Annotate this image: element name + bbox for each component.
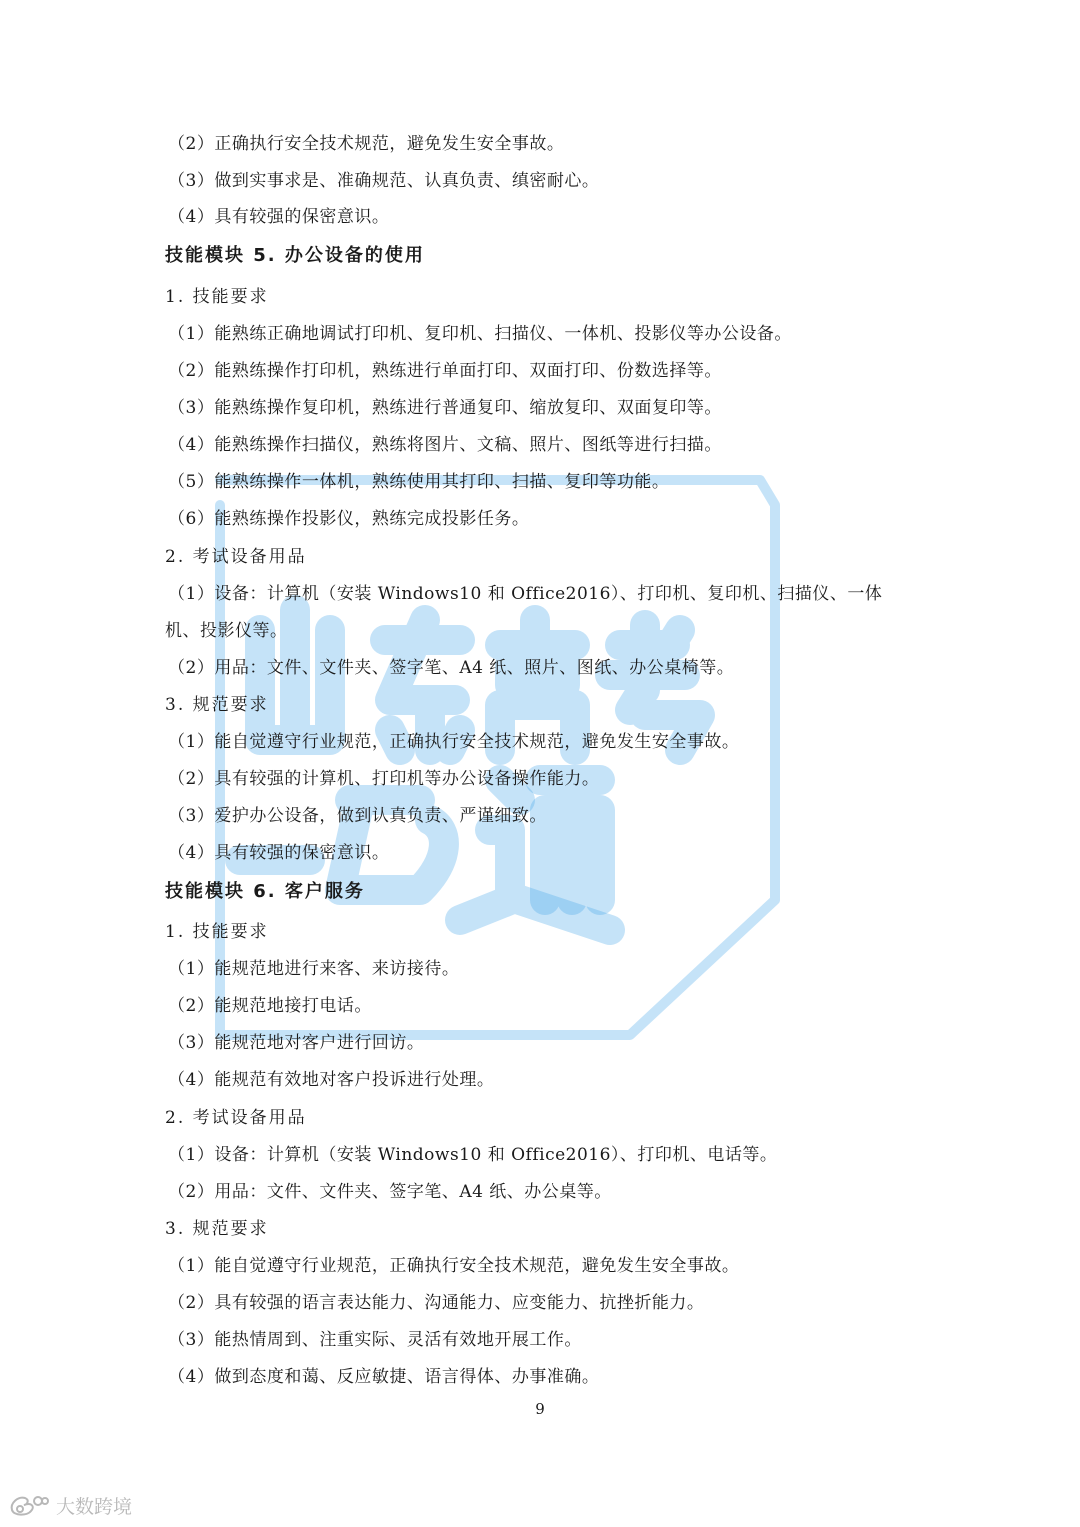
list-item: （2）能熟练操作打印机，熟练进行单面打印、双面打印、份数选择等。 — [168, 361, 722, 381]
subsection-heading: 1. 技能要求 — [165, 287, 269, 307]
weibo-icon — [8, 1492, 50, 1518]
list-item: （2）用品：文件、文件夹、签字笔、A4 纸、照片、图纸、办公桌椅等。 — [168, 658, 735, 678]
list-item: （4）做到态度和蔼、反应敏捷、语言得体、办事准确。 — [168, 1367, 600, 1387]
section-heading: 技能模块 5. 办公设备的使用 — [165, 245, 425, 266]
subsection-heading: 3. 规范要求 — [165, 1219, 269, 1239]
list-item: （1）能规范地进行来客、来访接待。 — [168, 959, 460, 979]
list-item: （4）能规范有效地对客户投诉进行处理。 — [168, 1070, 495, 1090]
list-item: （1）设备：计算机（安装 Windows10 和 Office2016）、打印机、电话等。 — [168, 1145, 778, 1165]
brand-watermark — [8, 1490, 132, 1520]
list-item: （6）能熟练操作投影仪，熟练完成投影任务。 — [168, 509, 530, 529]
list-item: （5）能熟练操作一体机，熟练使用其打印、扫描、复印等功能。 — [168, 472, 670, 492]
list-item: （2）能规范地接打电话。 — [168, 996, 372, 1016]
page-number: 9 — [535, 1400, 545, 1418]
list-item: （2）具有较强的计算机、打印机等办公设备操作能力。 — [168, 769, 600, 789]
subsection-heading: 2. 考试设备用品 — [165, 1108, 307, 1128]
list-item: （4）能熟练操作扫描仪，熟练将图片、文稿、照片、图纸等进行扫描。 — [168, 435, 722, 455]
subsection-heading: 1. 技能要求 — [165, 922, 269, 942]
list-item: （1）设备：计算机（安装 Windows10 和 Office2016）、打印机、复印机、扫描仪、一体 — [168, 584, 883, 604]
list-item: （3）能熟练操作复印机，熟练进行普通复印、缩放复印、双面复印等。 — [168, 398, 722, 418]
list-item: （1）能自觉遵守行业规范，正确执行安全技术规范，避免发生安全事故。 — [168, 1256, 740, 1276]
subsection-heading: 2. 考试设备用品 — [165, 547, 307, 567]
list-item: （3）做到实事求是、准确规范、认真负责、缜密耐心。 — [168, 171, 600, 191]
list-item: （3）能热情周到、注重实际、灵活有效地开展工作。 — [168, 1330, 582, 1350]
list-item: （4）具有较强的保密意识。 — [168, 207, 390, 227]
list-item: （1）能自觉遵守行业规范，正确执行安全技术规范，避免发生安全事故。 — [168, 732, 740, 752]
list-item: （4）具有较强的保密意识。 — [168, 843, 390, 863]
subsection-heading: 3. 规范要求 — [165, 695, 269, 715]
list-item: （2）具有较强的语言表达能力、沟通能力、应变能力、抗挫折能力。 — [168, 1293, 705, 1313]
list-item: （2）用品：文件、文件夹、签字笔、A4 纸、办公桌等。 — [168, 1182, 612, 1202]
list-item: （2）正确执行安全技术规范，避免发生安全事故。 — [168, 134, 565, 154]
list-item: 机、投影仪等。 — [165, 621, 288, 641]
list-item: （3）能规范地对客户进行回访。 — [168, 1033, 425, 1053]
section-heading: 技能模块 6. 客户服务 — [165, 881, 365, 902]
list-item: （1）能熟练正确地调试打印机、复印机、扫描仪、一体机、投影仪等办公设备。 — [168, 324, 792, 344]
brand-name: 大数跨境 — [56, 1495, 133, 1518]
list-item: （3）爱护办公设备，做到认真负责、严谨细致。 — [168, 806, 547, 826]
